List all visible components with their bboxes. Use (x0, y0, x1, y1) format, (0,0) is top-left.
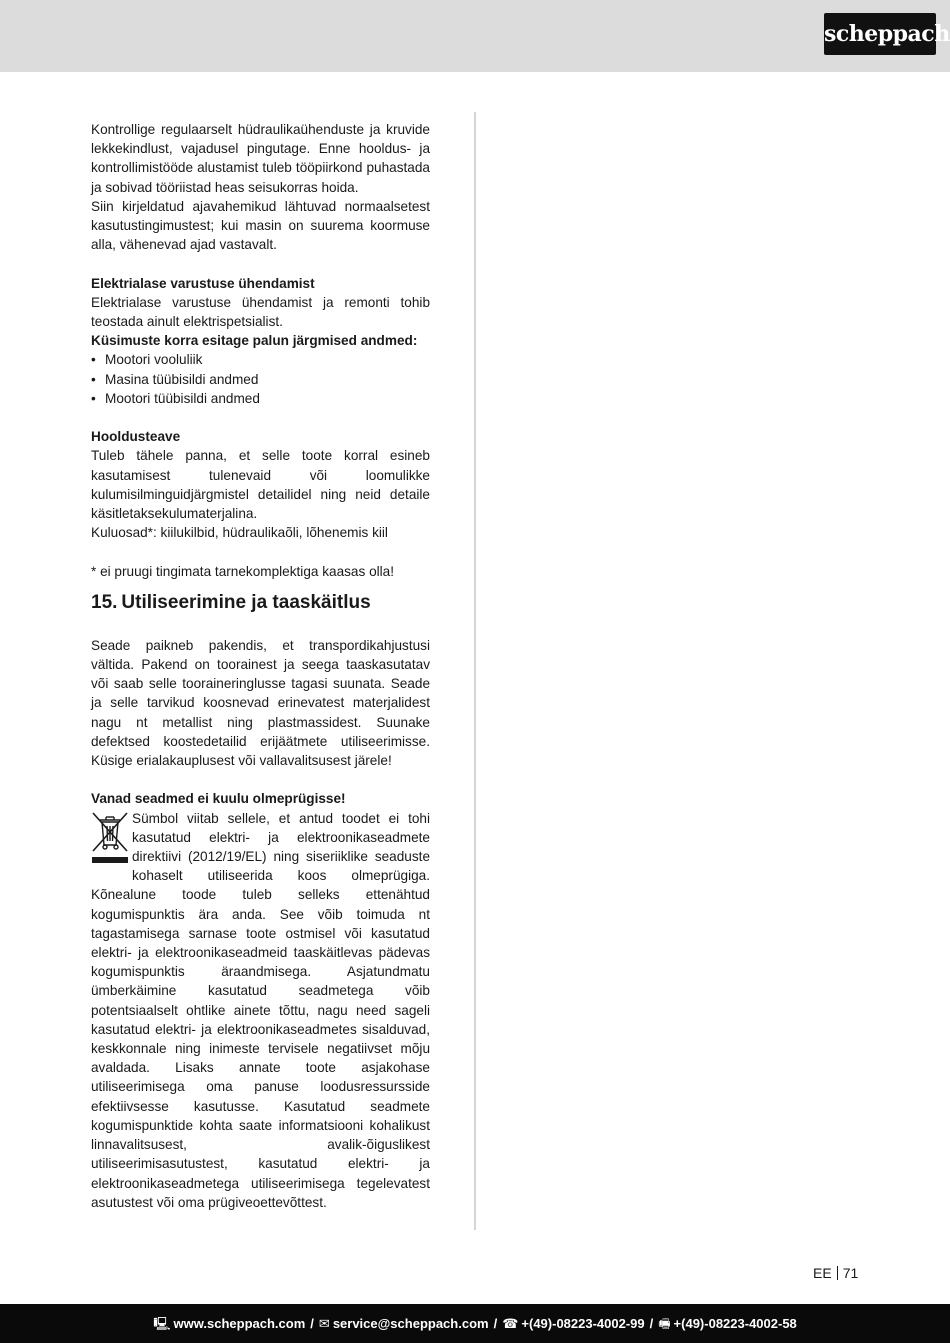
page-number (813, 1264, 858, 1282)
section-title: Utiliseerimine ja taaskäitlus (121, 591, 371, 613)
section-heading (91, 591, 430, 615)
section-number: 15. (91, 591, 118, 613)
footer-email[interactable]: service@scheppach.com (332, 1316, 489, 1331)
phone-icon: ☎ (502, 1316, 519, 1331)
wear-parts: Kuluosad*: kiilukilbid, hüdraulikaõli, lõhenemis kiil (91, 525, 388, 541)
weee-text: Sümbol viitab sellele, et antud toodet ei tohi kasutatud elektri- ja elektroonikaseadmete direktiivi (2012/19/EL) ning siseriiklike seaduste kohaselt utiliseerida koos olmeprügiga. Kõnealune toode tuleb selleks ettenähtud kogumispunktis ära anda. See võib toimuda nt tagastamisega sarnase toote ostmisel või kasutatud elektri- ja elektroonikaseadmeid taaskäitlevas pädevas kogumispunktis äraandmisega. Asjatundmatu ümberkäimine kasutatud seadmetega võib potentsiaalselt ohtlike ainete tõttu, nagu need sageli kasutatud elektri- ja elektroonikaseadmetes sisalduvad, keskkonnale ning inimeste tervisele negatiivset mõju avaldada. Lisaks annate toote asjakohase utiliseerimisega oma panuse loodusressursside efektiivsesse kasutusse. Kasutatud seadmete kogumispunktide kohta saate informatsiooni kohalikust linnavalitsusest, avalik-õiguslikest utiliseerimisasutustest, kasutatud elektri- ja elektroonikaseadmetega utiliseerimisega tegelevatest asutustest või oma prügiveoettevõttest. (91, 810, 430, 1210)
page-num: 71 (842, 1265, 859, 1281)
left-column (91, 120, 430, 1212)
service-heading: Hooldusteave (91, 429, 181, 445)
scheppach-logo: scheppach (824, 13, 936, 55)
disposal-text: Seade paikneb pakendis, et transpordikahjustusi vältida. Pakend on toorainest ja seega taaskasutatav või saab selle tooraineringlusse tagasi suunata. Seade ja selle tarvikud koosnevad erinevatest materjalidest nagu nt metallist ning plastmassidest. Suunake defektsed koostedetailid erijäätmete utiliseerimisse. Küsige erialakauplusest või vallavalitsusest järele! (91, 637, 430, 769)
page-header (0, 0, 950, 72)
page-lang: EE (813, 1265, 832, 1281)
service-text: Tuleb tähele panna, et selle toote korral esineb kasutamisest tulenevaid või loomulikke kulumisilminguidjärgmistel detailidel ning neid detaile käsitletaksekulumaterjalina. (91, 448, 430, 522)
weee-heading: Vanad seadmed ei kuulu olmeprügisse! (91, 791, 346, 807)
list-item: • Mootori tüübisildi andmed (91, 389, 430, 408)
weee-block (91, 809, 430, 1212)
data-list (91, 350, 430, 408)
footer-fax: +(49)-08223-4002-58 (673, 1316, 797, 1331)
questions-heading: Küsimuste korra esitage palun järgmised andmed: (91, 333, 418, 349)
electric-text: Elektrialase varustuse ühendamist ja remonti tohib teostada ainult elektrispetsialist. (91, 294, 430, 330)
footer-website[interactable]: www.scheppach.com (173, 1316, 306, 1331)
intro-paragraph: Kontrollige regulaarselt hüdraulikaühenduste ja kruvide lekkekindlust, vajadusel pingutage. Enne hooldus- ja kontrollimistööde alustamist tuleb tööpiirkond puhastada ja sobivad tööriistad heas seisukorras hoida. (91, 122, 430, 195)
page-separator (837, 1266, 838, 1280)
electric-heading: Elektrialase varustuse ühendamist (91, 275, 315, 291)
computer-icon: 🖳 (153, 1316, 171, 1331)
list-item: • Mootori vooluliik (91, 350, 430, 369)
column-divider (474, 112, 476, 1230)
page-footer: 🖳 www.scheppach.com / ✉ service@scheppach.com / ☎ +(49)-08223-4002-99 / 🖷 +(49)-08223-4002-58 (0, 1304, 950, 1343)
fax-icon: 🖷 (658, 1316, 671, 1331)
intro-paragraph-2: Siin kirjeldatud ajavahemikud lähtuvad normaalsetest kasutustingimustest; kui masin on suurema koormuse alla, vähenevad ajad vastavalt. (91, 198, 430, 253)
footnote: * ei pruugi tingimata tarnekomplektiga kaasas olla! (91, 563, 395, 579)
footer-phone: +(49)-08223-4002-99 (521, 1316, 645, 1331)
list-item: • Masina tüübisildi andmed (91, 370, 430, 389)
crossed-bin-icon (91, 811, 129, 867)
mail-icon: ✉ (318, 1316, 330, 1331)
